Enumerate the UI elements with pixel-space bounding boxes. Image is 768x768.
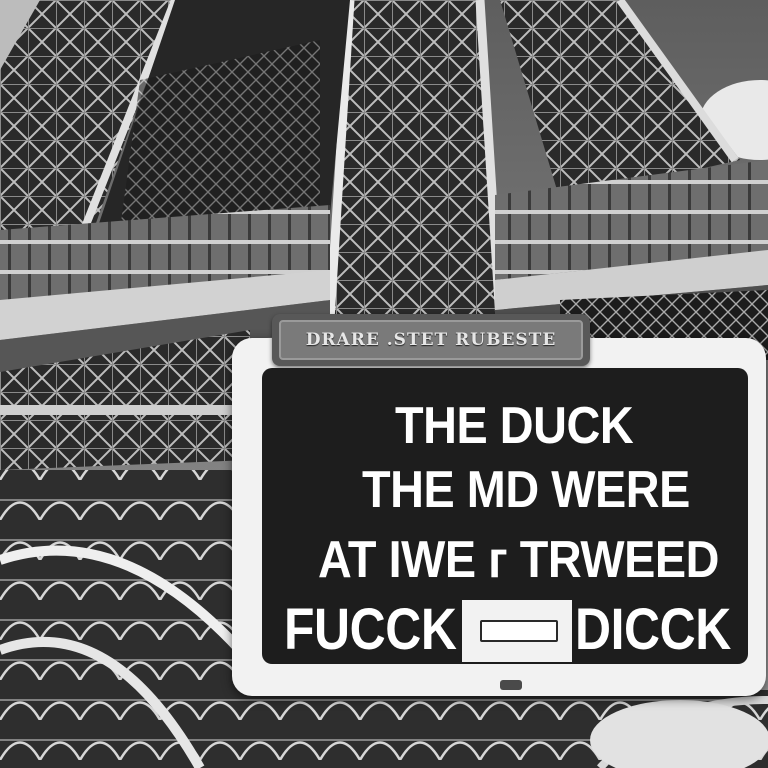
sign-slot — [480, 620, 558, 642]
sign-header — [272, 314, 590, 366]
sign-line-1: THE DUCK — [395, 397, 634, 455]
sign-line-2: THE MD WERE — [362, 461, 690, 519]
sign-header-plate — [279, 320, 583, 360]
sign-line-4-right: DICCK — [575, 597, 731, 662]
sign-header-text: DRARE .STET RUBESTE — [305, 330, 557, 350]
sign-bolt — [500, 680, 522, 690]
sign-cutout — [462, 600, 572, 662]
sign-line-4-left: FUCCK — [284, 597, 457, 662]
sign-line-3: AT IWE г TRWEED — [318, 531, 719, 589]
